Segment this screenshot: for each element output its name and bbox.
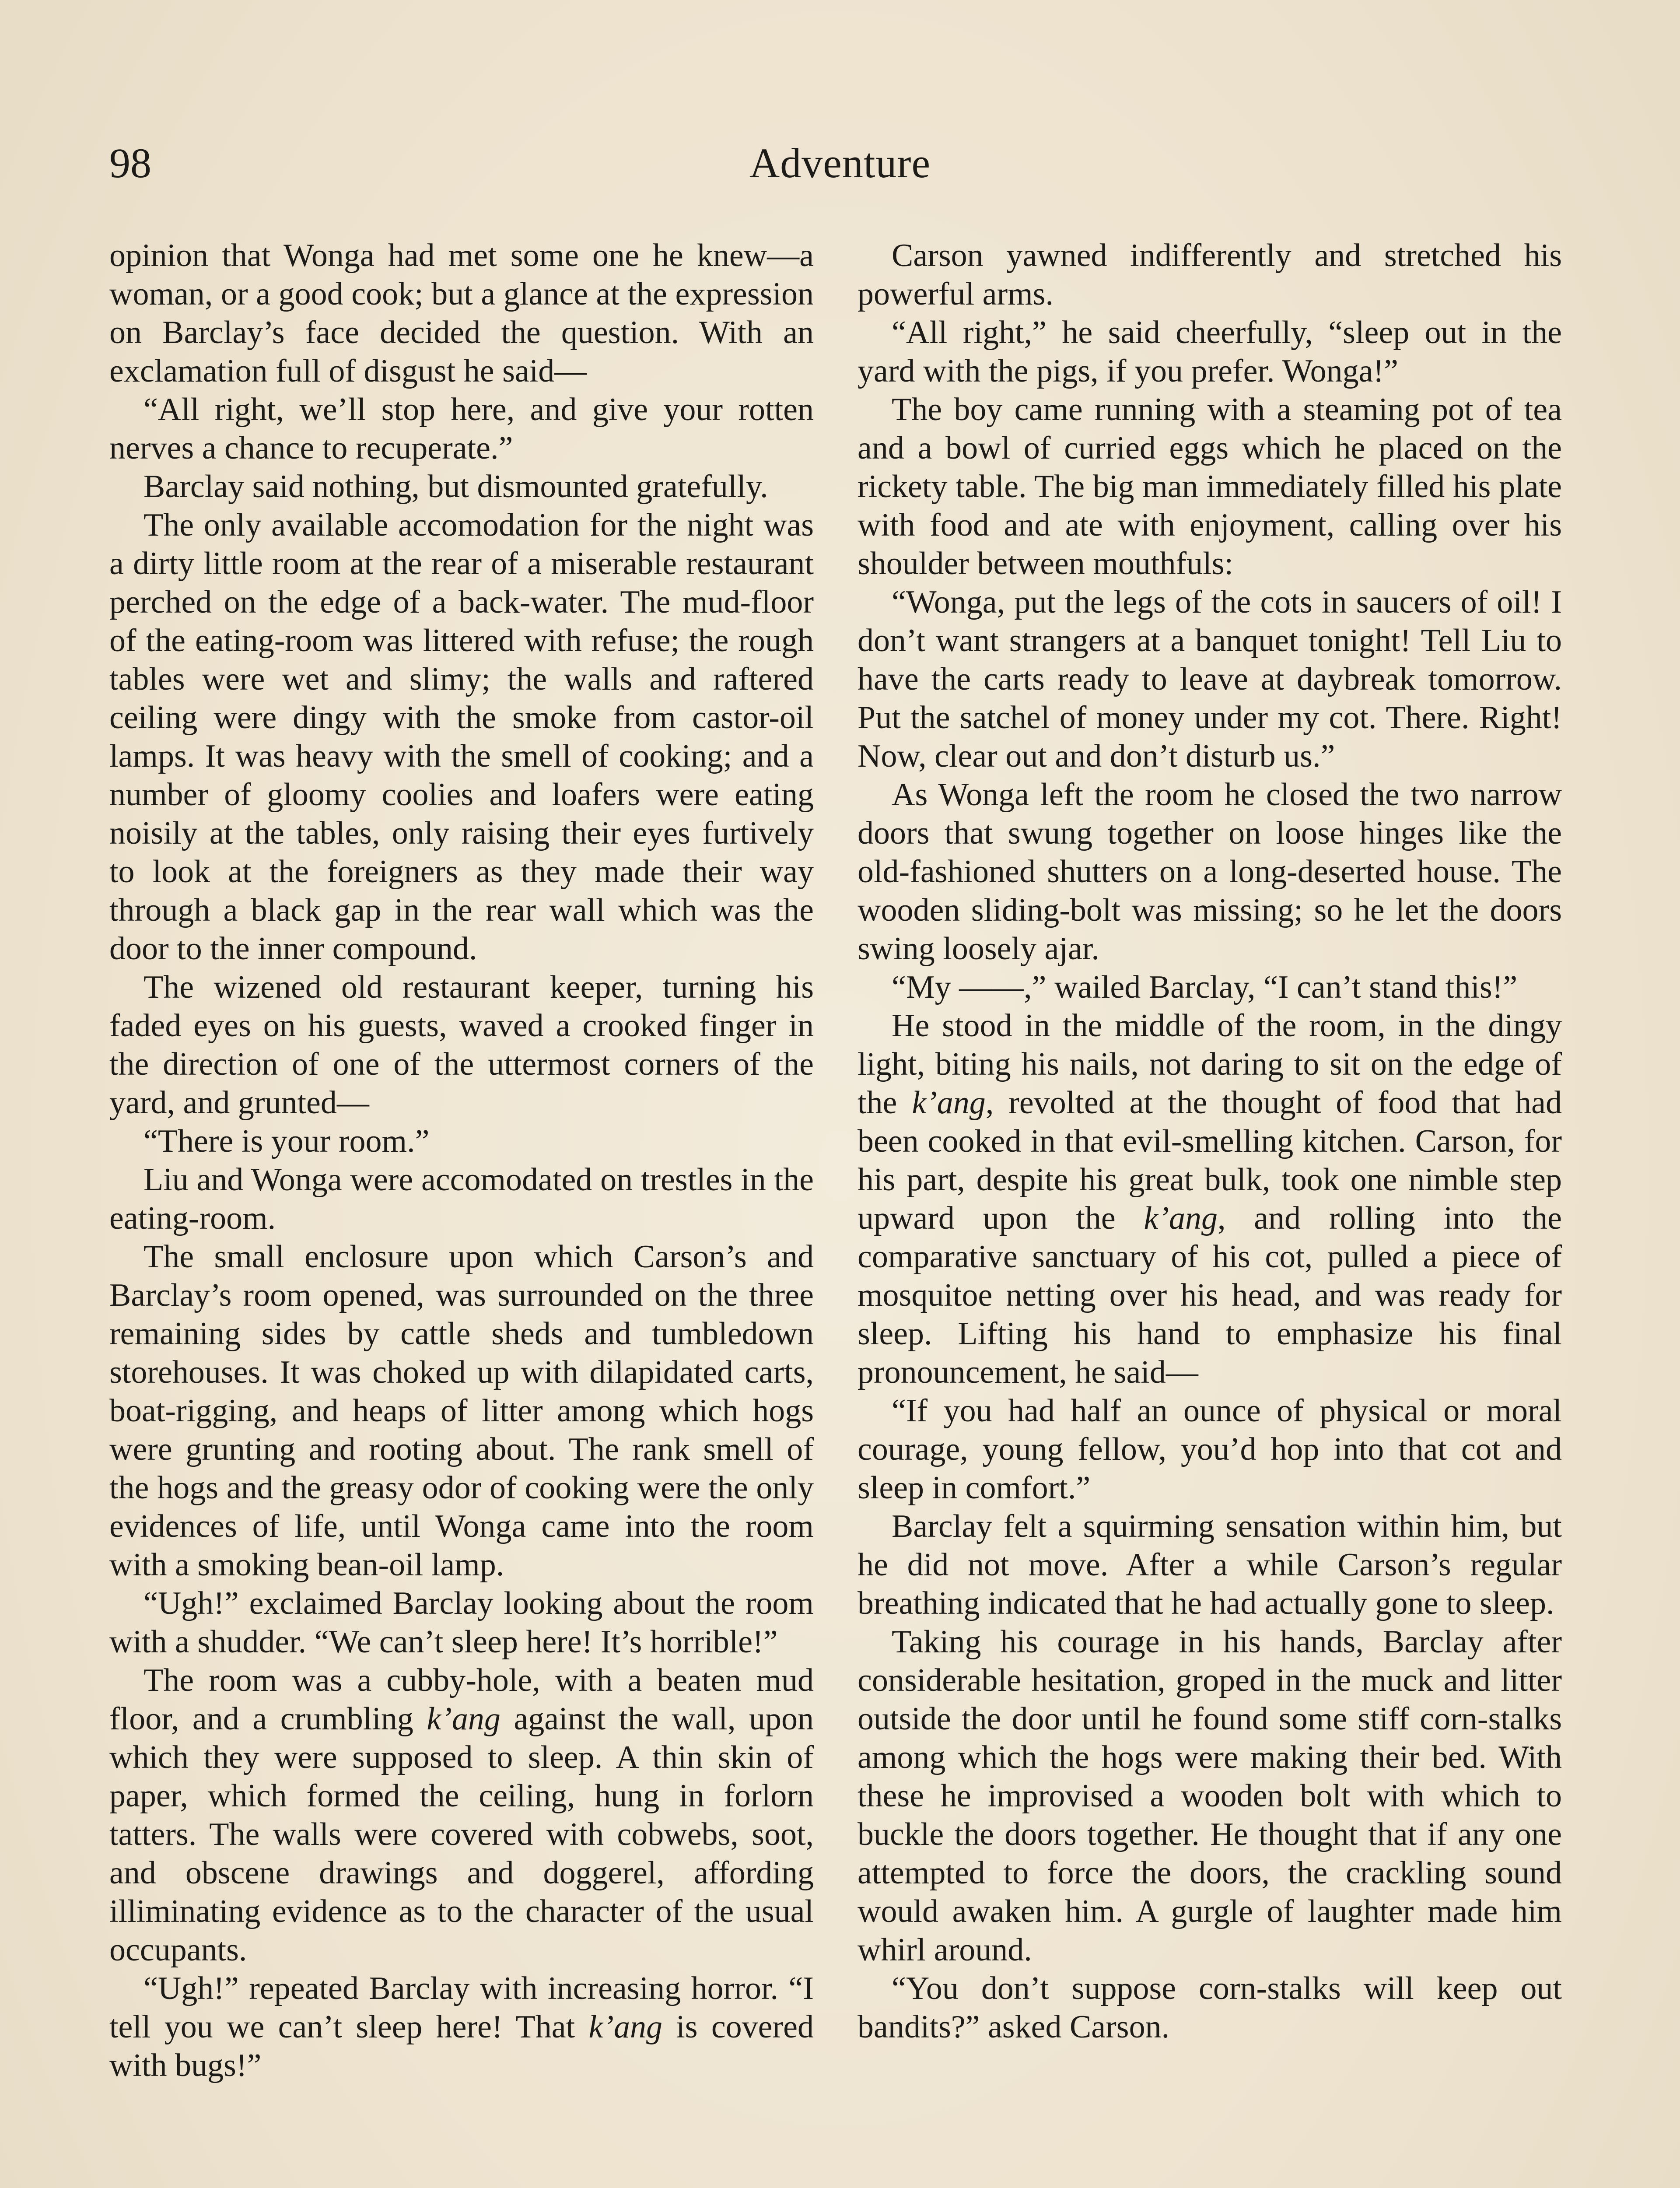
- page-number: 98: [109, 140, 151, 186]
- running-head: Adventure: [749, 140, 931, 186]
- paragraph: The room was a cubby-hole, with a beaten mud floor, and a crumbling k’ang against the wall, upon which they were supposed to sleep. A thin skin of paper, which formed the ceiling, hung in forlorn tatters. The walls were covered with cobwebs, soot, and obscene drawings and doggerel, affording illiminating evidence as to the character of the usual occupants.: [109, 1662, 814, 1968]
- italic-term: k’ang: [427, 1701, 500, 1737]
- paragraph: The wizened old restaurant keeper, turning his faded eyes on his guests, waved a crooked finger in the direction of one of the uttermost corners of the yard, and grunted—: [109, 969, 814, 1121]
- italic-term: k’ang: [588, 2009, 662, 2045]
- paragraph: Barclay said nothing, but dismounted gratefully.: [144, 469, 768, 505]
- paragraph: The only available accomodation for the night was a dirty little room at the rear of a miserable restaurant perched on the edge of a back-water. The mud-floor of the eating-room was littered with refuse; the rough tables were wet and slimy; the walls and raftered ceiling were dingy with the smoke from castor-oil lamps. It was heavy with the smell of cooking; and a number of gloomy coolies and loafers were eating noisily at the tables, only raising their eyes furtively to look at the foreigners as they made their way through a black gap in the rear wall which was the door to the inner compound.: [109, 507, 814, 967]
- paragraph: “There is your room.”: [144, 1123, 430, 1159]
- paragraph: “If you had half an ounce of physical or moral courage, young fellow, you’d hop into that cot and sleep in comfort.”: [858, 1393, 1562, 1506]
- paragraph: “Wonga, put the legs of the cots in saucers of oil! I don’t want strangers at a banquet tonight! Tell Liu to have the carts ready to leave at daybreak tomorrow. Put the satchel of money under my cot. There. Right! Now, clear out and don’t disturb us.”: [858, 584, 1562, 774]
- italic-term: k’ang: [912, 1085, 986, 1121]
- paragraph: He stood in the middle of the room, in the dingy light, biting his nails, not daring to sit on the edge of the k’ang, revolted at the thought of food that had been cooked in that evil-smelling kitchen. Carson, for his part, despite his great bulk, took one nimble step upward upon the k’ang, and rolling into the comparative sanctuary of his cot, pulled a piece of mosquitoe netting over his head, and was ready for sleep. Lifting his hand to emphasize his final pronouncement, he said—: [858, 1008, 1562, 1390]
- paragraph: The boy came running with a steaming pot of tea and a bowl of curried eggs which he placed on the rickety table. The big man immediately filled his plate with food and ate with enjoyment, calling over his shoulder between mouthfuls:: [858, 392, 1562, 582]
- paragraph: “Ugh!” exclaimed Barclay looking about the room with a shudder. “We can’t sleep here! It’s horrible!”: [109, 1585, 814, 1660]
- paragraph: The small enclosure upon which Carson’s and Barclay’s room opened, was surrounded on the three remaining sides by cattle sheds and tumbledown storehouses. It was choked up with dilapidated carts, boat-rigging, and heaps of litter among which hogs were grunting and rooting about. The rank smell of the hogs and the greasy odor of cooking were the only evidences of life, until Wonga came into the room with a smoking bean-oil lamp.: [109, 1239, 814, 1583]
- paragraph: “Ugh!” repeated Barclay with increasing horror. “I tell you we can’t sleep here! That k’ang is covered with bugs!”: [109, 1971, 814, 2083]
- paragraph: “All right, we’ll stop here, and give your rotten nerves a chance to recuperate.”: [109, 392, 814, 466]
- left-column: [109, 236, 814, 2085]
- paragraph: Barclay felt a squirming sensation within him, but he did not move. After a while Carson’s regular breathing indicated that he had actually gone to sleep.: [858, 1508, 1562, 1621]
- paragraph: Taking his courage in his hands, Barclay after considerable hesitation, groped in the muck and litter outside the door until he found some stiff corn-stalks among which the hogs were making their bed. With these he improvised a wooden bolt with which to buckle the doors together. He thought that if any one attempted to force the doors, the crackling sound would awaken him. A gurgle of laughter made him whirl around.: [858, 1624, 1562, 1968]
- right-column: [858, 236, 1562, 2046]
- paragraph: “All right,” he said cheerfully, “sleep out in the yard with the pigs, if you prefer. Wonga!”: [858, 315, 1562, 389]
- paragraph: Liu and Wonga were accomodated on trestles in the eating-room.: [109, 1162, 814, 1236]
- paragraph: “You don’t suppose corn-stalks will keep out bandits?” asked Carson.: [858, 1971, 1562, 2045]
- paragraph: As Wonga left the room he closed the two narrow doors that swung together on loose hinges like the old-fashioned shutters on a long-deserted house. The wooden sliding-bolt was missing; so he let the doors swing loosely ajar.: [858, 777, 1562, 967]
- italic-term: k’ang: [1144, 1200, 1218, 1236]
- paragraph: opinion that Wonga had met some one he knew—a woman, or a good cook; but a glance at the expression on Barclay’s face decided the question. With an exclamation full of disgust he said—: [109, 238, 814, 389]
- paragraph: Carson yawned indifferently and stretched his powerful arms.: [858, 238, 1562, 312]
- paragraph: “My ——,” wailed Barclay, “I can’t stand this!”: [892, 969, 1518, 1005]
